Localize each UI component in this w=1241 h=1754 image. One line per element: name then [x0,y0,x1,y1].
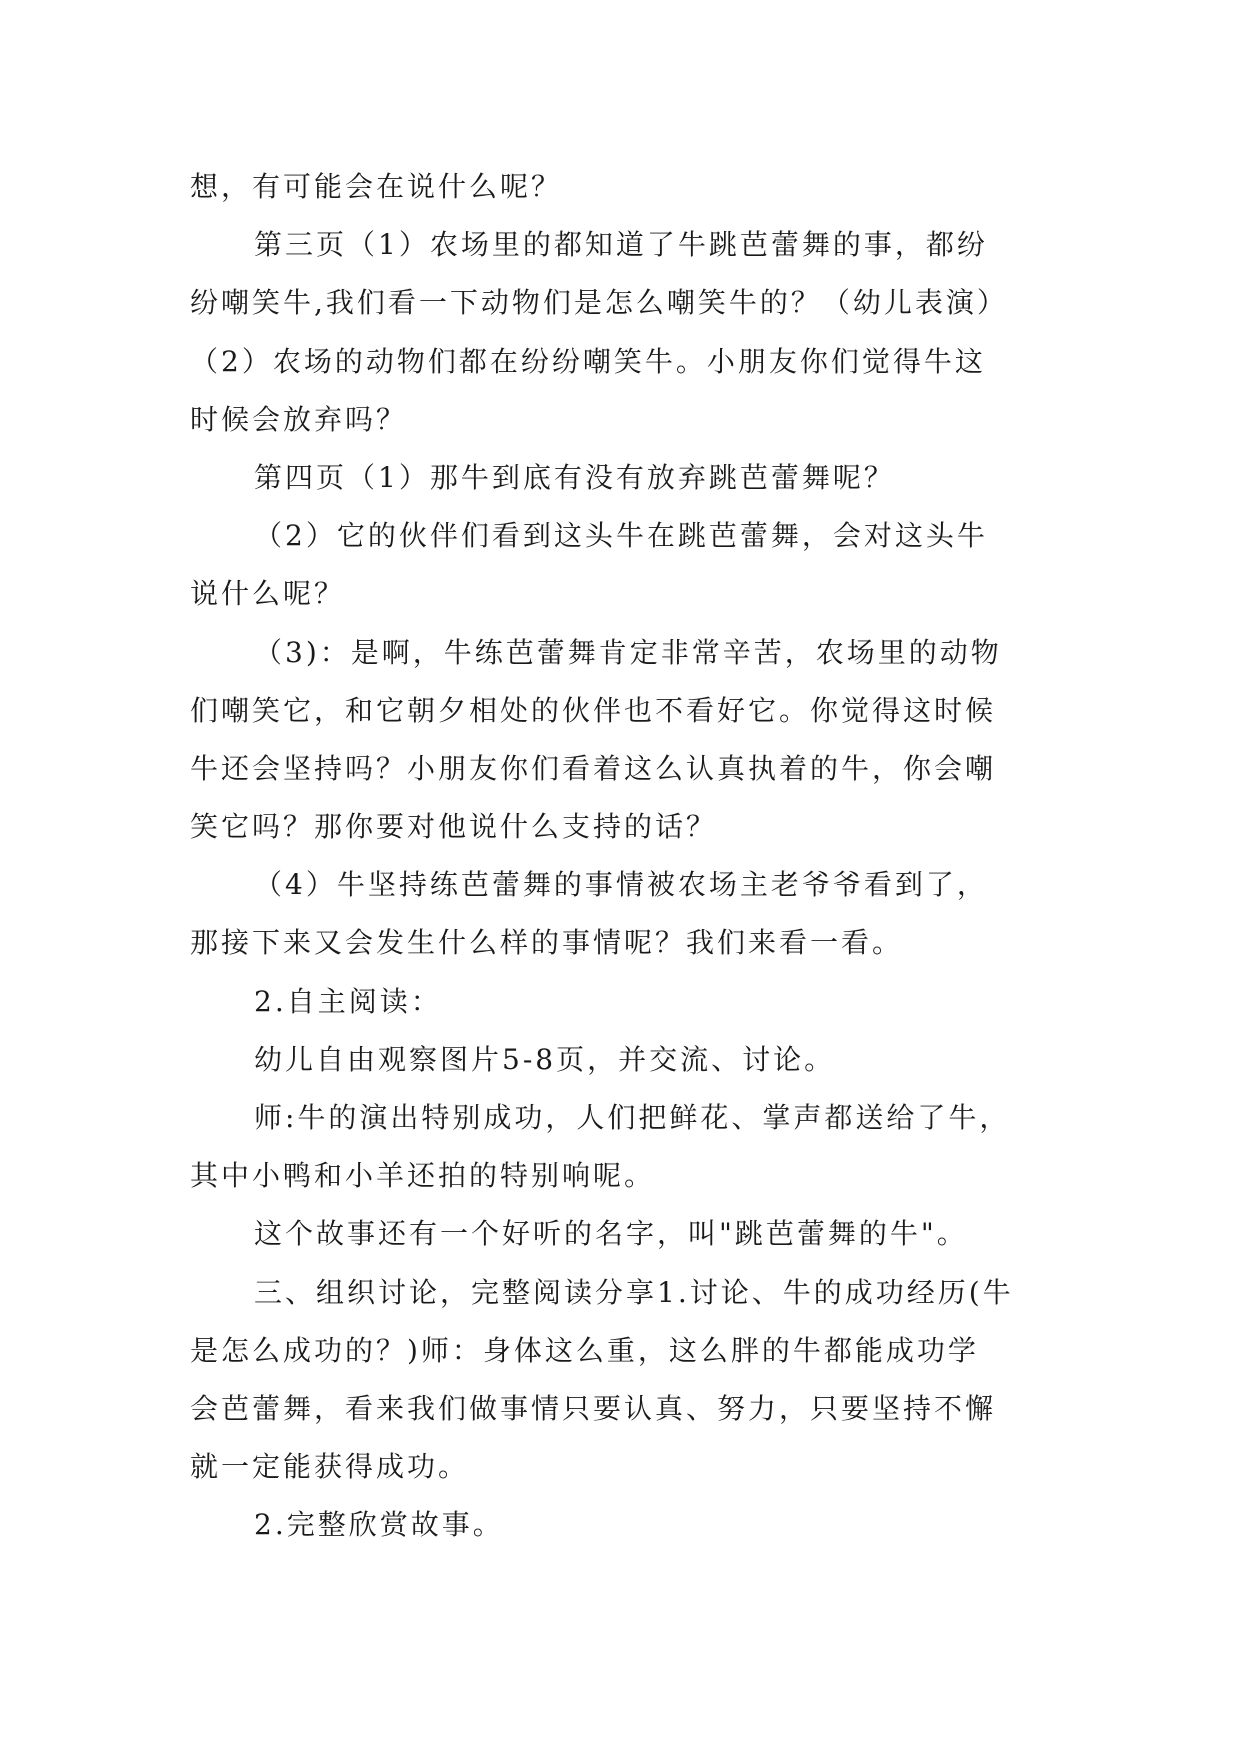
text-line: 纷嘲笑牛,我们看一下动物们是怎么嘲笑牛的？（幼儿表演） [190,286,1008,320]
text-line: 其中小鸭和小羊还拍的特别响呢。 [190,1159,656,1193]
text-line: 第四页（1）那牛到底有没有放弃跳芭蕾舞呢？ [254,460,895,494]
text-line: 第三页（1）农场里的都知道了牛跳芭蕾舞的事，都纷 [254,228,988,262]
text-line: 幼儿自由观察图片5-8页，并交流、讨论。 [254,1042,836,1076]
text-line: 想，有可能会在说什么呢？ [190,170,563,203]
section-heading: 2.完整欣赏故事。 [254,1508,504,1542]
text-line: （2）农场的动物们都在纷纷嘲笑牛。小朋友你们觉得牛这 [190,344,986,378]
text-line: 说什么呢？ [190,577,346,611]
section-heading: 2.自主阅读： [254,984,442,1018]
text-line: 就一定能获得成功。 [190,1450,470,1484]
text-line: 们嘲笑它，和它朝夕相处的伙伴也不看好它。你觉得这时候 [190,693,997,727]
text-line: 师:牛的演出特别成功，人们把鲜花、掌声都送给了牛， [254,1101,1011,1134]
text-line: （2）它的伙伴们看到这头牛在跳芭蕾舞，会对这头牛 [254,519,988,553]
text-line: 那接下来又会发生什么样的事情呢？我们来看一看。 [190,926,904,960]
document-body [190,158,1060,1555]
text-line: （4）牛坚持练芭蕾舞的事情被农场主老爷爷看到了， [254,868,988,902]
text-line: 时候会放弃吗？ [190,402,408,436]
text-line: 笑它吗？那你要对他说什么支持的话？ [190,810,718,844]
text-line: 会芭蕾舞，看来我们做事情只要认真、努力，只要坚持不懈 [190,1391,997,1425]
section-heading: 三、组织讨论，完整阅读分享1.讨论、牛的成功经历(牛 [254,1275,1014,1309]
text-line: 是怎么成功的？)师：身体这么重，这么胖的牛都能成功学 [190,1333,979,1367]
text-line: 这个故事还有一个好听的名字，叫"跳芭蕾舞的牛"。 [254,1217,968,1251]
text-line: 牛还会坚持吗？小朋友你们看着这么认真执着的牛，你会嘲 [190,751,997,785]
text-line: （3)：是啊，牛练芭蕾舞肯定非常辛苦，农场里的动物 [254,635,1002,669]
